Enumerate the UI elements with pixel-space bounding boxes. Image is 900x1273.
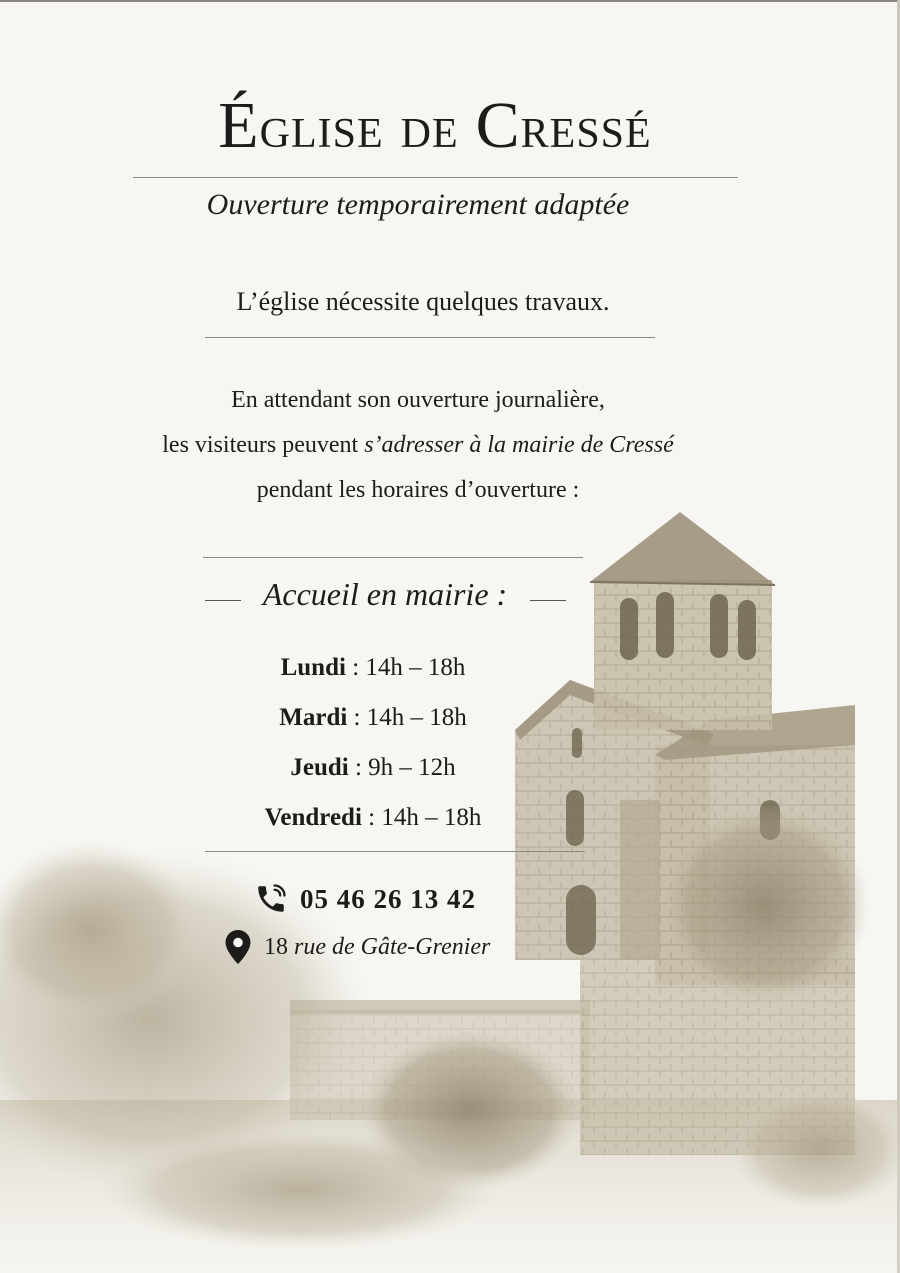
page-title: [0, 88, 870, 164]
schedule-day: Mardi: [279, 704, 348, 731]
title-word3-initial: C: [475, 89, 521, 162]
title-word3: RESSÉ: [520, 111, 652, 157]
phone-contact: [254, 882, 476, 916]
paragraph-line-2-plain: les visiteurs peuvent: [162, 432, 365, 458]
title-initial: É: [218, 89, 260, 162]
paragraph-line-3: pendant les horaires d’ouverture :: [256, 477, 580, 503]
heading-dash-right: [530, 600, 566, 601]
schedule-separator: :: [361, 804, 382, 831]
paragraph-line-2: [0, 423, 836, 468]
intro-text: L’église nécessite quelques travaux.: [236, 287, 610, 316]
intro-divider: [205, 337, 655, 338]
schedule-row: [0, 750, 746, 800]
title-divider: [133, 177, 738, 178]
schedule-separator: :: [345, 654, 366, 681]
address: [264, 934, 490, 961]
schedule-row: [0, 700, 746, 750]
schedule-row: [0, 800, 746, 850]
schedule-day: Vendredi: [264, 804, 362, 831]
schedule-separator: :: [347, 704, 367, 731]
schedule-row: [0, 650, 746, 700]
info-paragraph: [0, 378, 836, 513]
schedule-top-divider: [203, 557, 583, 558]
phone-icon: [254, 882, 288, 916]
address-contact: [224, 930, 490, 964]
title-word1: GLISE: [259, 111, 384, 157]
address-number: 18: [264, 933, 294, 960]
section-heading: Accueil en mairie :: [262, 576, 508, 612]
paragraph-line-1: En attendant son ouverture journalière,: [231, 387, 605, 413]
schedule-day: Lundi: [280, 654, 346, 681]
address-street: rue de Gâte-Grenier: [294, 933, 491, 960]
schedule-hours: 9h – 12h: [368, 754, 456, 781]
phone-number[interactable]: 05 46 26 13 42: [300, 883, 476, 914]
schedule-separator: :: [348, 754, 369, 781]
title-word2: DE: [400, 111, 459, 157]
subtitle: Ouverture temporairement adaptée: [206, 188, 630, 221]
schedule-hours: 14h – 18h: [366, 704, 467, 731]
schedule-hours: 14h – 18h: [381, 804, 482, 831]
schedule-day: Jeudi: [290, 754, 349, 781]
map-pin-icon: [224, 930, 252, 964]
schedule-hours: 14h – 18h: [365, 654, 466, 681]
schedule-bottom-divider: [205, 851, 585, 852]
opening-hours: [0, 650, 746, 850]
paragraph-line-2-italic: s’adresser à la mairie de Cressé: [364, 432, 674, 458]
